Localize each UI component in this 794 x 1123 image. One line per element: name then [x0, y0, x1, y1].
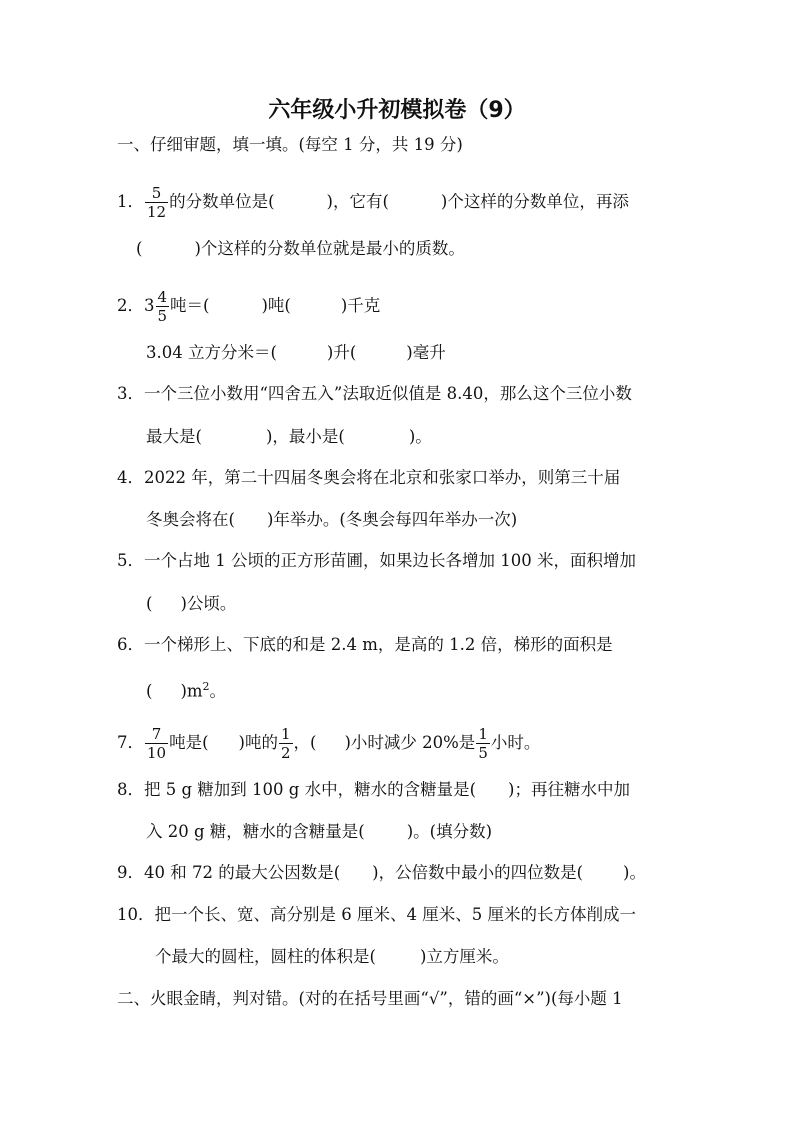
- fraction-4-5: $\frac{4}{5}$: [157, 288, 168, 325]
- fraction-1-5: $\frac{1}{5}$: [478, 725, 488, 762]
- fraction-7-10: $\frac{7}{10}$: [147, 725, 167, 762]
- question-3-line-1: 3．一个三位小数用“四舍五入”法取近似值是 8.40，那么这个三位小数: [117, 384, 632, 403]
- question-8-line-1: 8．把 5 g 糖加到 100 g 水中，糖水的含糖量是( )；再往糖水中加: [117, 780, 630, 799]
- question-6-line-2: ( )$m^2$。: [146, 680, 227, 701]
- section-1-heading: 一、仔细审题，填一填。(每空 1 分，共 19 分): [117, 135, 463, 154]
- fraction-1-2: $\frac{1}{2}$: [280, 725, 291, 762]
- question-9-line-1: 9．40 和 72 的最大公因数是( )，公倍数中最小的四位数是( )。: [117, 863, 646, 882]
- question-1-line-2: ( )个这样的分数单位就是最小的质数。: [136, 239, 465, 258]
- question-10-line-2: 个最大的圆柱，圆柱的体积是( )立方厘米。: [155, 947, 509, 966]
- fraction-5-12: $\frac{5}{12}$: [147, 184, 167, 221]
- section-2-heading: 二、火眼金睛，判对错。(对的在括号里画“√”，错的画“×”)(每小题 1: [117, 989, 623, 1008]
- question-2-line-2: 3.04 立方分米＝( )升( )毫升: [146, 343, 446, 362]
- question-7-line-1: 7． $\frac{7}{10}$ 吨是( )吨的 $\frac{1}{2}$ ，( )小时减少 20%是 $\frac{1}{5}$ 小时。: [117, 725, 541, 762]
- question-8-line-2: 入 20 g 糖，糖水的含糖量是( )。(填分数): [146, 822, 493, 841]
- question-number: 1．: [117, 192, 144, 211]
- question-2-line-1: 2．3 $\frac{4}{5}$ 吨＝( )吨( )千克: [117, 288, 381, 325]
- question-4-line-2: 冬奥会将在( )年举办。(冬奥会每四年举办一次): [146, 510, 518, 529]
- question-6-line-1: 6．一个梯形上、下底的和是 2.4 m，是高的 1.2 倍，梯形的面积是: [117, 635, 613, 654]
- question-number: 2．: [117, 296, 144, 315]
- question-1-line-1: 1． $\frac{5}{12}$ 的分数单位是( )，它有( )个这样的分数单位，再添: [117, 184, 629, 221]
- page-title: 六年级小升初模拟卷（9）: [268, 98, 526, 123]
- question-5-line-1: 5．一个占地 1 公顷的正方形苗圃，如果边长各增加 100 米，面积增加: [117, 551, 636, 570]
- question-3-line-2: 最大是( )，最小是( )。: [146, 427, 432, 446]
- question-number: 7．: [117, 733, 144, 752]
- question-4-line-1: 4．2022 年，第二十四届冬奥会将在北京和张家口举办，则第三十届: [117, 468, 621, 487]
- question-10-line-1: 10．把一个长、宽、高分别是 6 厘米、4 厘米、5 厘米的长方体削成一: [117, 905, 636, 924]
- question-5-line-2: ( )公顷。: [146, 594, 237, 613]
